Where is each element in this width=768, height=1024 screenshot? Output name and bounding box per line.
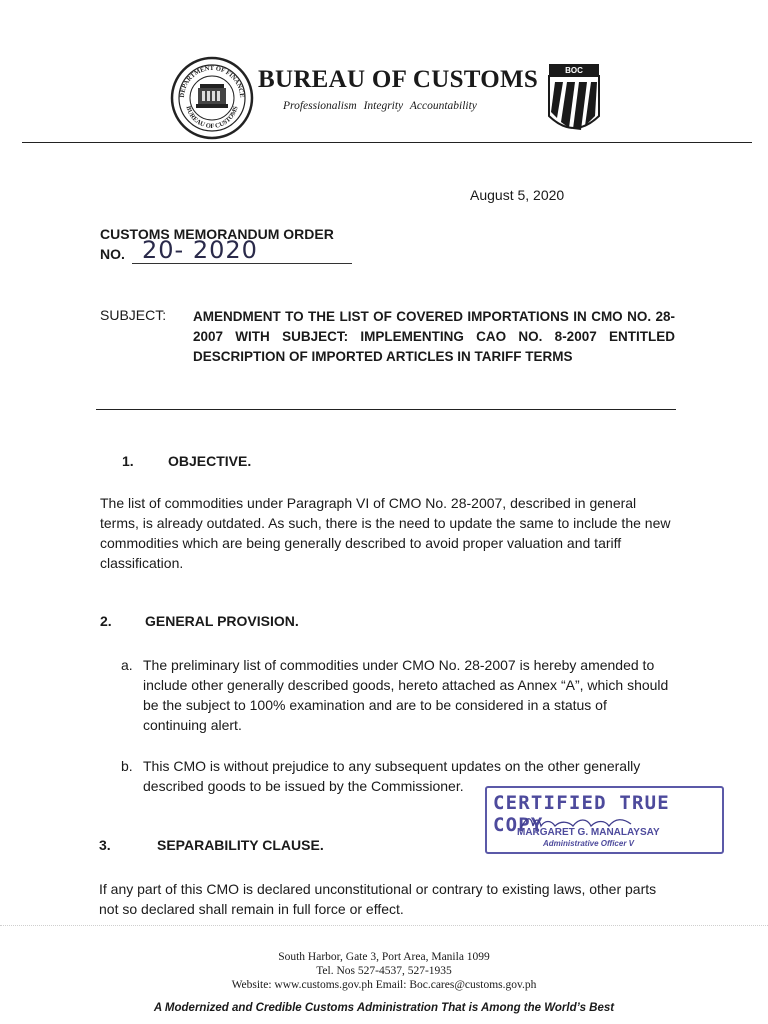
seal-top-text: DEPARTMENT OF FINANCE (178, 64, 246, 98)
footer-telephone: Tel. Nos 527-4537, 527-1935 (316, 965, 452, 977)
section-title-objective: OBJECTIVE. (168, 453, 252, 469)
memo-title: CUSTOMS MEMORANDUM ORDER (100, 226, 334, 242)
agency-motto: Professionalism Integrity Accountability (283, 100, 477, 112)
section-number: 2. (100, 613, 112, 629)
footer-website-email: Website: www.customs.gov.ph Email: Boc.cares@customs.gov.ph (231, 979, 537, 991)
footer-divider (0, 925, 768, 926)
memo-date: August 5, 2020 (470, 187, 565, 203)
section-body-separability: If any part of this CMO is declared unconstitutional or contrary to existing laws, other parts not so declared shall remain in full force or effect. (99, 881, 657, 917)
memo-number-label: NO. (100, 246, 125, 262)
stamp-title: CERTIFIED TRUE COPY (493, 792, 670, 836)
subject-label: SUBJECT: (100, 307, 167, 323)
list-item-text: The preliminary list of commodities under CMO No. 28-2007 is hereby amended to include other generally described goods, hereto attached as Annex “A”, which should be the subject to 100% examination and are to be considered in a status of continuing alert. (143, 657, 669, 733)
agency-name: BUREAU OF CUSTOMS (258, 66, 539, 93)
department-of-finance-seal (170, 56, 254, 140)
section-number: 1. (122, 453, 134, 469)
section-body-objective: The list of commodities under Paragraph VI of CMO No. 28-2007, described in general terms, is already outdated. As such, there is the need to update the same to include the new commodities which are being generally described to avoid proper valuation and tariff classification. (100, 495, 671, 571)
list-item-marker: b. (121, 758, 133, 774)
header-divider (22, 142, 752, 143)
footer-address: South Harbor, Gate 3, Port Area, Manila 1099 (278, 951, 490, 963)
stamp-signatory-name: MARGARET G. MANALAYSAY (517, 827, 660, 838)
subject-divider (96, 409, 676, 410)
section-title-separability: SEPARABILITY CLAUSE. (157, 837, 324, 853)
certified-true-copy-stamp (485, 786, 724, 854)
footer-tagline: A Modernized and Credible Customs Administration That is Among the World’s Best (153, 1002, 615, 1014)
memo-number-handwritten: 20- 2020 (142, 236, 258, 264)
section-title-general-provision: GENERAL PROVISION. (145, 613, 299, 629)
list-item-marker: a. (121, 657, 133, 673)
section-number: 3. (99, 837, 111, 853)
boc-logo-text: BOC (565, 66, 583, 75)
seal-bottom-text: BUREAU OF CUSTOMS (184, 105, 240, 131)
boc-logo (547, 62, 601, 140)
stamp-signatory-role: Administrative Officer V (543, 839, 634, 848)
list-item-text: This CMO is without prejudice to any subsequent updates on the other generally described goods to be issued by the Commissioner. (143, 758, 641, 794)
subject-text: AMENDMENT TO THE LIST OF COVERED IMPORTATIONS IN CMO NO. 28-2007 WITH SUBJECT: IMPLEMENTING CAO NO. 8-2007 ENTITLED DESCRIPTION OF IMPORTED ARTICLES IN TARIFF TERMS (193, 309, 675, 364)
